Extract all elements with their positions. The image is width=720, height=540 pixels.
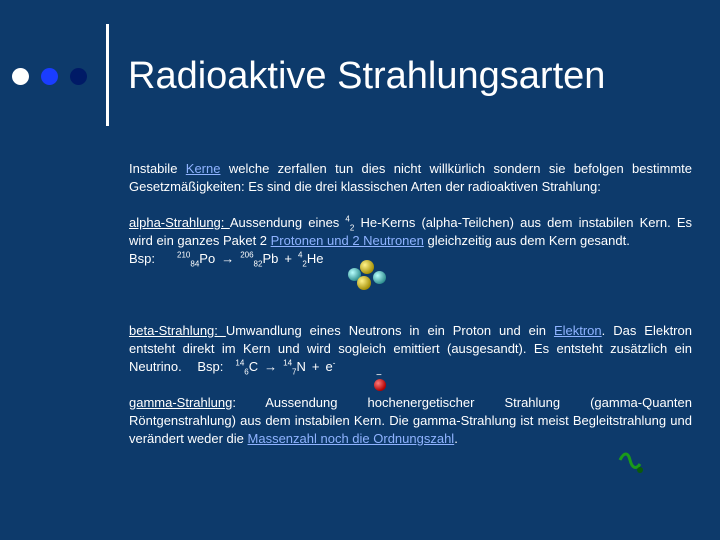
intro-text-pre: Instabile xyxy=(129,161,186,176)
proton-ball xyxy=(360,260,374,274)
slide-title: Radioaktive Strahlungsarten xyxy=(128,55,606,97)
e-symbol: e xyxy=(325,359,333,374)
kerne-link[interactable]: Kerne xyxy=(185,161,221,176)
alpha-text-2: He-Kerns (alpha-Teilchen) aus dem instabilen Kern. Es wird ein ganzes Paket 2 xyxy=(129,215,692,248)
intro-paragraph xyxy=(129,160,692,196)
alpha-particle-icon xyxy=(344,258,390,294)
beta-bsp: Bsp: xyxy=(197,359,224,374)
neutron-ball xyxy=(373,271,386,284)
po-mass: 210 xyxy=(177,250,191,260)
dark-blue-dot xyxy=(70,68,87,85)
he-number: 2 xyxy=(349,223,355,233)
c-number: 6 xyxy=(244,367,249,377)
po-symbol: Po xyxy=(199,251,216,266)
n-mass: 14 xyxy=(283,358,293,368)
title-divider xyxy=(106,24,109,126)
alpha-label: alpha-Strahlung: xyxy=(129,215,230,230)
c-symbol: C xyxy=(248,359,259,374)
alpha-equation xyxy=(129,250,329,269)
beta-plus: + xyxy=(311,359,320,374)
proton-ball xyxy=(357,276,371,290)
elektron-link[interactable]: Elektron xyxy=(553,323,602,338)
gamma-label: gamma-Strahlung xyxy=(129,395,233,410)
he-symbol: He xyxy=(306,251,324,266)
white-dot xyxy=(12,68,29,85)
po-number: 84 xyxy=(190,259,200,269)
slide-content xyxy=(129,160,692,448)
electron-sign: − xyxy=(376,370,382,381)
gamma-wave-icon xyxy=(618,452,644,476)
electron-icon xyxy=(374,370,386,391)
n-number: 7 xyxy=(292,367,297,377)
gamma-text-2: . xyxy=(454,431,458,446)
protonen-neutronen-link[interactable]: Protonen und 2 Neutronen xyxy=(270,233,424,248)
massenzahl-link[interactable]: Massenzahl noch die Ordnungszahl xyxy=(247,431,455,446)
pb-number: 82 xyxy=(253,259,263,269)
n-symbol: N xyxy=(296,359,306,374)
alpha-text-3: gleichzeitig aus dem Kern gesandt. xyxy=(423,233,630,248)
intro-text-post: welche zerfallen tun dies nicht willkürlich sondern sie befolgen bestimmte Gesetzmäßigkeiten: Es sind die drei klassischen Arten der radioaktiven Strahlung: xyxy=(129,161,692,194)
beta-arrow: → xyxy=(264,359,278,374)
he-mass: 4 xyxy=(345,214,350,224)
beta-label: beta-Strahlung: xyxy=(129,323,226,338)
e-charge: - xyxy=(332,358,336,368)
alpha-arrow: → xyxy=(221,251,235,266)
alpha-text-1: Aussendung eines xyxy=(229,215,346,230)
gamma-text-1: : Aussendung hochenergetischer Strahlung (gamma-Quanten Röntgenstrahlung) aus dem instabilen Kern. Die gamma-Strahlung ist meist Begleitstrahlung und verändert weder die xyxy=(129,395,692,446)
pb-symbol: Pb xyxy=(262,251,279,266)
he-mass-2: 4 xyxy=(297,250,303,260)
c-mass: 14 xyxy=(235,358,245,368)
blue-dot xyxy=(41,68,58,85)
pb-mass: 206 xyxy=(240,250,254,260)
beta-text-2: . Das Elektron entsteht direkt im Kern und wird sogleich emittiert (ausgesandt). Es entsteht zusätzlich ein Neutrino. xyxy=(129,323,692,374)
gamma-paragraph xyxy=(129,394,692,448)
beta-equation xyxy=(185,358,336,377)
alpha-plus: + xyxy=(284,251,292,266)
alpha-paragraph xyxy=(129,214,692,268)
beta-paragraph xyxy=(129,322,692,376)
beta-text-1: Umwandlung eines Neutrons in ein Proton und ein xyxy=(225,323,554,338)
alpha-bsp: Bsp: xyxy=(129,251,156,266)
he-number-2: 2 xyxy=(302,259,307,269)
